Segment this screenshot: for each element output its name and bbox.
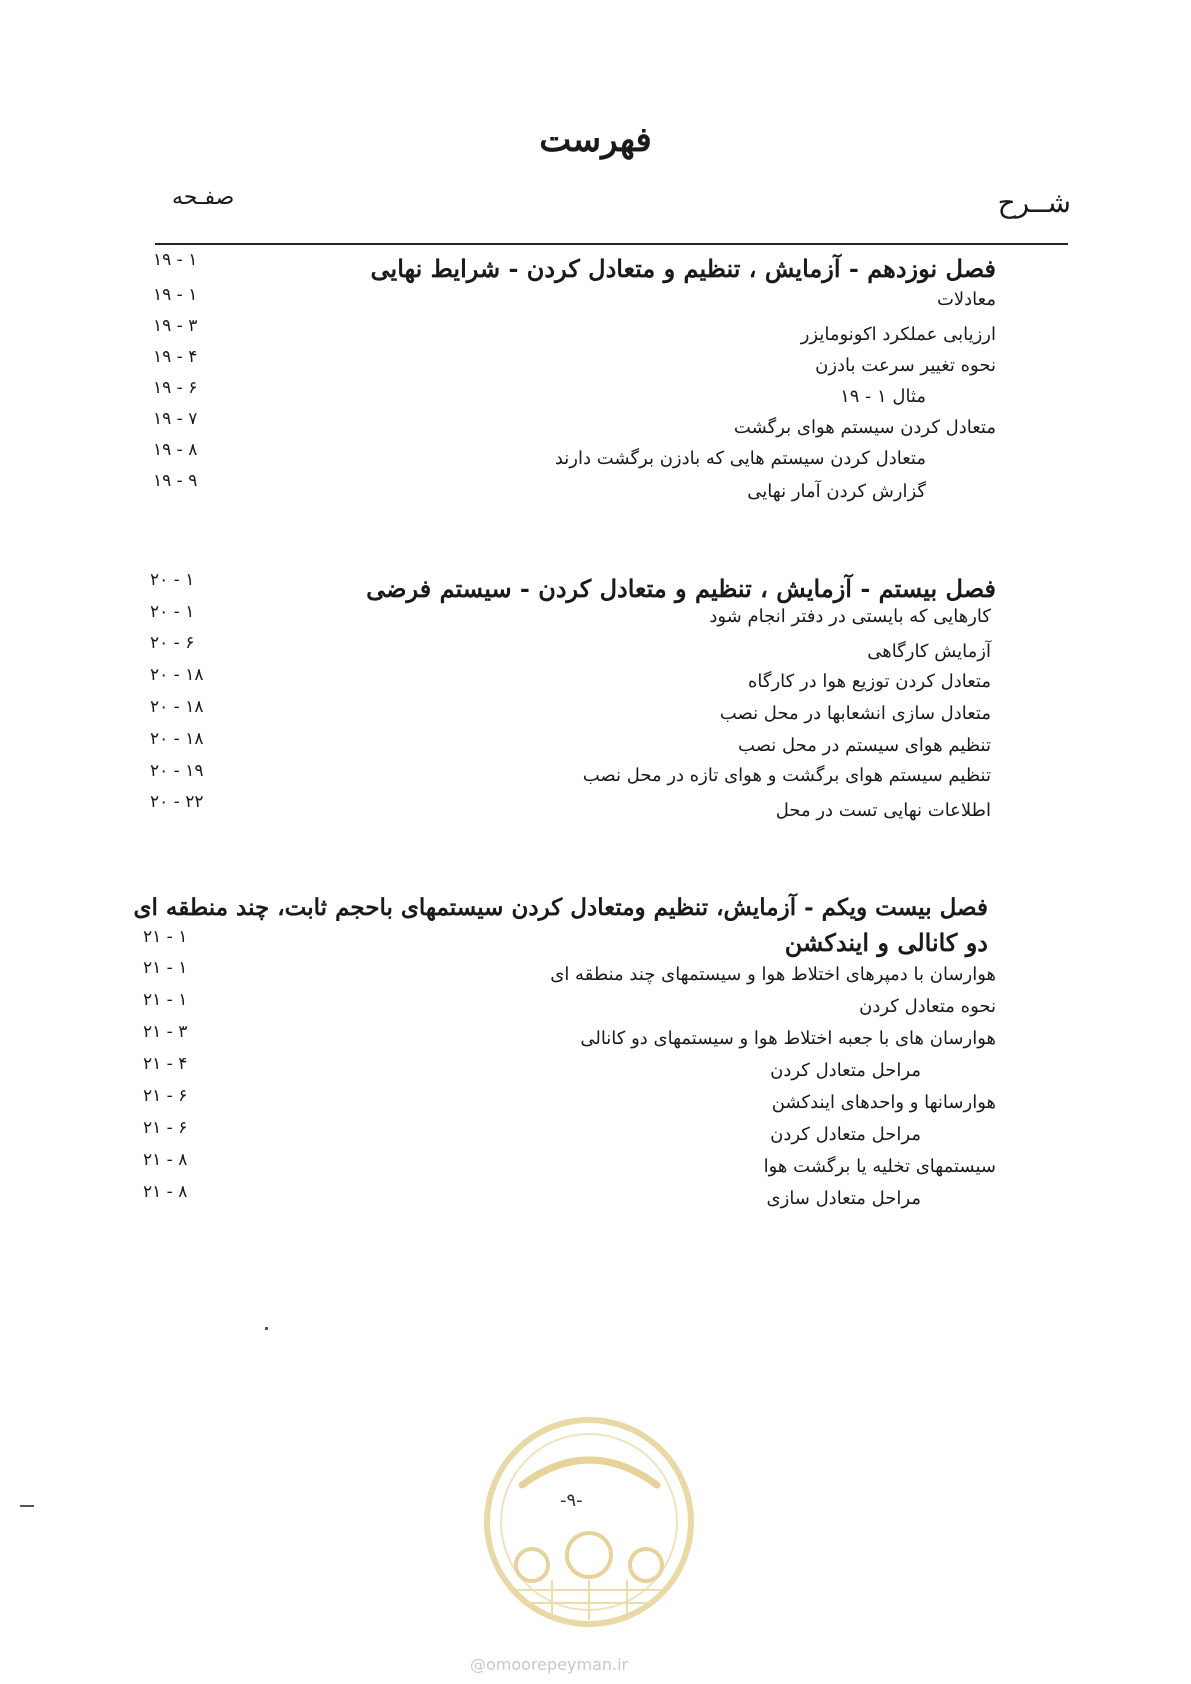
toc-item (0, 440, 1191, 474)
page-title: فهرست (539, 120, 652, 160)
scan-dot (265, 1327, 268, 1330)
toc-item-page: ۶ - ۲۱ (143, 1118, 188, 1138)
toc-item-page: ۱ - ۱۹ (153, 285, 198, 305)
toc-item (0, 729, 1191, 763)
toc-item (0, 1118, 1191, 1152)
page-column-header: صفـحه (172, 185, 235, 210)
toc-item-text: گزارش کردن آمار نهایی (747, 481, 926, 502)
toc-item-text: آزمایش کارگاهی (867, 641, 991, 662)
toc-item-page: ۱۸ - ۲۰ (150, 729, 204, 749)
chapter-page: ۱ - ۱۹ (153, 250, 198, 270)
page-number: -۹- (560, 1490, 583, 1511)
toc-item (0, 602, 1191, 636)
toc-item-text: مراحل متعادل کردن (770, 1060, 921, 1081)
toc-item (0, 665, 1191, 699)
toc-item (0, 1022, 1191, 1056)
toc-item-text: مراحل متعادل کردن (770, 1124, 921, 1145)
chapter-20-row (0, 570, 1191, 604)
chapter-21-row (0, 890, 1191, 960)
toc-item-text: هوارسان های با جعبه اختلاط هوا و سیستمهای دو کانالی (580, 1028, 996, 1049)
description-column-header: شــرح (997, 186, 1071, 219)
toc-item (0, 347, 1191, 381)
toc-item (0, 990, 1191, 1024)
chapter-page: ۱ - ۲۰ (150, 570, 195, 590)
toc-item-text: هوارسان با دمپرهای اختلاط هوا و سیستمهای چند منطقه ای (550, 964, 996, 985)
toc-item-text: معادلات (936, 289, 996, 310)
toc-item-page: ۱۸ - ۲۰ (150, 665, 204, 685)
toc-item-text: متعادل کردن سیستم هوای برگشت (733, 417, 996, 438)
toc-item-text: تنظیم هوای سیستم در محل نصب (738, 735, 991, 756)
toc-item-page: ۳ - ۱۹ (153, 316, 198, 336)
toc-item-text: هوارسانها و واحدهای ایندکشن (771, 1092, 996, 1113)
toc-item (0, 761, 1191, 795)
toc-item (0, 285, 1191, 319)
chapter-19-row (0, 250, 1191, 284)
toc-item-page: ۲۲ - ۲۰ (150, 792, 204, 812)
toc-item-text: سیستمهای تخلیه یا برگشت هوا (763, 1156, 996, 1177)
toc-item-page: ۶ - ۲۱ (143, 1086, 188, 1106)
toc-item (0, 1182, 1191, 1216)
toc-item (0, 1054, 1191, 1088)
scan-mark (20, 1505, 34, 1507)
publisher-seal-icon (482, 1415, 696, 1629)
toc-item-text: متعادل کردن سیستم هایی که بادزن برگشت دارند (554, 448, 926, 469)
toc-item-page: ۳ - ۲۱ (143, 1022, 188, 1042)
toc-item (0, 409, 1191, 443)
toc-item-page: ۱۹ - ۲۰ (150, 761, 204, 781)
toc-item-page: ۸ - ۲۱ (143, 1150, 188, 1170)
chapter-title: فصل نوزدهم - آزمایش ، تنظیم و متعادل کردن - شرایط نهایی (370, 254, 996, 283)
toc-item-page: ۴ - ۲۱ (143, 1054, 188, 1074)
toc-item (0, 1150, 1191, 1184)
toc-item-text: اطلاعات نهایی تست در محل (775, 800, 991, 821)
toc-item (0, 633, 1191, 667)
toc-item-page: ۱ - ۲۱ (143, 990, 188, 1010)
toc-item-page: ۹ - ۱۹ (153, 471, 198, 491)
toc-item-text: تنظیم سیستم هوای برگشت و هوای تازه در محل نصب (582, 765, 991, 786)
toc-item-page: ۶ - ۱۹ (153, 378, 198, 398)
toc-item-text: نحوه تغییر سرعت بادزن (815, 355, 996, 376)
toc-item-page: ۴ - ۱۹ (153, 347, 198, 367)
toc-item-text: مراحل متعادل سازی (766, 1188, 921, 1209)
toc-item (0, 378, 1191, 412)
toc-item (0, 697, 1191, 731)
toc-item (0, 792, 1191, 826)
chapter-title: فصل بیستم - آزمایش ، تنظیم و متعادل کردن - سیستم فرضی (366, 574, 996, 603)
chapter-title-line2: دو کانالی و ایندکشن (784, 928, 988, 957)
toc-item-page: ۱ - ۲۰ (150, 602, 195, 622)
toc-item-text: متعادل سازی انشعابها در محل نصب (719, 703, 991, 724)
toc-item-page: ۶ - ۲۰ (150, 633, 195, 653)
toc-item-text: کارهایی که بایستی در دفتر انجام شود (709, 606, 991, 627)
toc-item-text: نحوه متعادل کردن (859, 996, 996, 1017)
site-watermark: @omoorepeyman.ir (470, 1655, 629, 1674)
toc-item-text: ارزیابی عملکرد اکونومایزر (800, 324, 996, 345)
toc-item-page: ۸ - ۱۹ (153, 440, 198, 460)
toc-item-page: ۱ - ۲۱ (143, 958, 188, 978)
toc-item (0, 1086, 1191, 1120)
chapter-page: ۱ - ۲۱ (143, 927, 188, 947)
toc-item-page: ۸ - ۲۱ (143, 1182, 188, 1202)
toc-item-page: ۱۸ - ۲۰ (150, 697, 204, 717)
toc-item (0, 316, 1191, 350)
chapter-title: فصل بیست ویکم - آزمایش، تنظیم ومتعادل کردن سیستمهای باحجم ثابت، چند منطقه ای (133, 894, 988, 921)
header-divider (155, 243, 1068, 245)
toc-item (0, 958, 1191, 992)
toc-item-text: مثال ۱ - ۱۹ (840, 386, 926, 407)
toc-item (0, 471, 1191, 505)
toc-item-text: متعادل کردن توزیع هوا در کارگاه (748, 671, 991, 692)
toc-item-page: ۷ - ۱۹ (153, 409, 198, 429)
